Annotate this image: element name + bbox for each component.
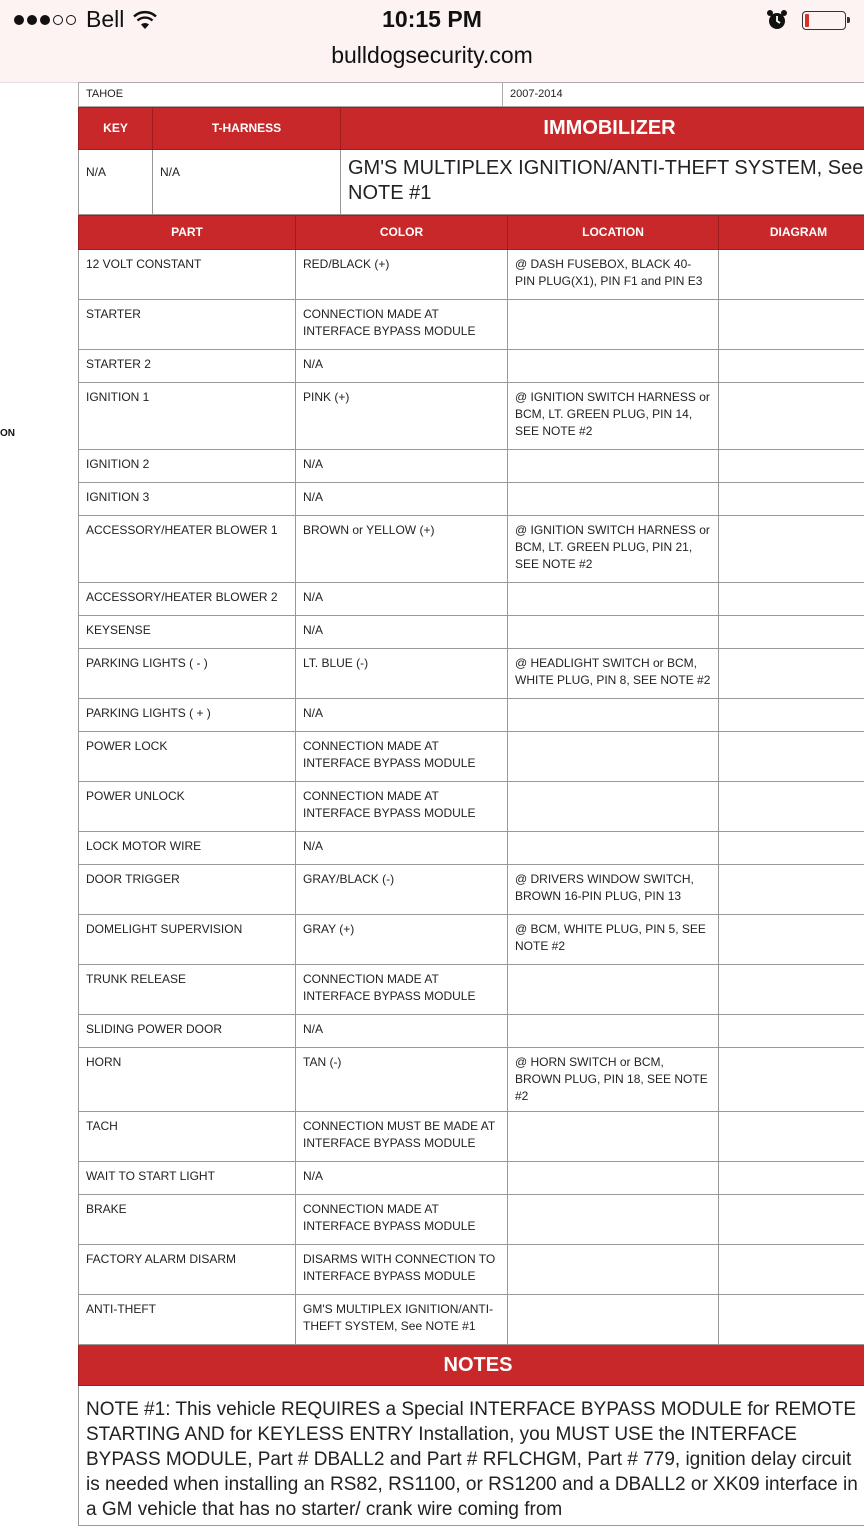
color-cell: GRAY (+) — [296, 915, 508, 965]
color-cell: BROWN or YELLOW (+) — [296, 516, 508, 583]
table-row — [79, 865, 864, 915]
color-cell: CONNECTION MADE AT INTERFACE BYPASS MODULE — [296, 782, 508, 832]
carrier-name: Bell — [86, 6, 125, 32]
wire-table — [78, 215, 864, 1345]
status-bar — [0, 0, 864, 83]
part-cell: POWER UNLOCK — [79, 782, 296, 832]
part-cell: IGNITION 2 — [79, 450, 296, 483]
diagram-cell — [719, 1295, 864, 1345]
diagram-cell — [719, 383, 864, 450]
vehicle-model: TAHOE — [79, 83, 503, 107]
notes-header: NOTES — [78, 1345, 864, 1386]
part-cell: ACCESSORY/HEATER BLOWER 2 — [79, 583, 296, 616]
status-right — [766, 9, 846, 31]
table-row — [79, 350, 864, 383]
diagram-cell — [719, 832, 864, 865]
location-cell: @ HORN SWITCH or BCM, BROWN PLUG, PIN 18, SEE NOTE #2 — [508, 1048, 719, 1112]
part-cell: LOCK MOTOR WIRE — [79, 832, 296, 865]
part-cell: ACCESSORY/HEATER BLOWER 1 — [79, 516, 296, 583]
location-cell — [508, 1245, 719, 1295]
location-cell — [508, 583, 719, 616]
table-row — [79, 832, 864, 865]
color-cell: DISARMS WITH CONNECTION TO INTERFACE BYPASS MODULE — [296, 1245, 508, 1295]
part-header: PART — [79, 216, 296, 250]
location-cell — [508, 1112, 719, 1162]
url-bar[interactable]: bulldogsecurity.com — [331, 42, 533, 68]
wire-table-body — [79, 250, 864, 1345]
diagram-cell — [719, 1195, 864, 1245]
color-cell: N/A — [296, 350, 508, 383]
location-cell: @ BCM, WHITE PLUG, PIN 5, SEE NOTE #2 — [508, 915, 719, 965]
diagram-cell — [719, 1112, 864, 1162]
table-row — [79, 300, 864, 350]
part-cell: BRAKE — [79, 1195, 296, 1245]
table-row — [79, 516, 864, 583]
table-row — [79, 583, 864, 616]
table-row — [79, 1112, 864, 1162]
table-row — [79, 732, 864, 782]
part-cell: STARTER 2 — [79, 350, 296, 383]
part-cell: STARTER — [79, 300, 296, 350]
location-cell: @ IGNITION SWITCH HARNESS or BCM, LT. GREEN PLUG, PIN 21, SEE NOTE #2 — [508, 516, 719, 583]
color-cell: TAN (-) — [296, 1048, 508, 1112]
part-cell: WAIT TO START LIGHT — [79, 1162, 296, 1195]
part-cell: FACTORY ALARM DISARM — [79, 1245, 296, 1295]
battery-icon — [802, 11, 846, 30]
immobilizer-header: IMMOBILIZER — [341, 108, 864, 150]
diagram-cell — [719, 1245, 864, 1295]
part-cell: KEYSENSE — [79, 616, 296, 649]
color-cell: N/A — [296, 583, 508, 616]
diagram-cell — [719, 1048, 864, 1112]
part-cell: IGNITION 3 — [79, 483, 296, 516]
color-cell: CONNECTION MADE AT INTERFACE BYPASS MODULE — [296, 732, 508, 782]
location-cell — [508, 350, 719, 383]
color-cell: CONNECTION MUST BE MADE AT INTERFACE BYPASS MODULE — [296, 1112, 508, 1162]
diagram-cell — [719, 865, 864, 915]
table-row — [79, 1048, 864, 1112]
location-cell — [508, 699, 719, 732]
diagram-cell — [719, 1162, 864, 1195]
color-cell: GM'S MULTIPLEX IGNITION/ANTI-THEFT SYSTEM, See NOTE #1 — [296, 1295, 508, 1345]
diagram-cell — [719, 915, 864, 965]
location-cell — [508, 1195, 719, 1245]
location-cell — [508, 965, 719, 1015]
color-cell: CONNECTION MADE AT INTERFACE BYPASS MODULE — [296, 1195, 508, 1245]
color-header: COLOR — [296, 216, 508, 250]
location-cell: @ DASH FUSEBOX, BLACK 40-PIN PLUG(X1), PIN F1 and PIN E3 — [508, 250, 719, 300]
part-cell: PARKING LIGHTS ( + ) — [79, 699, 296, 732]
part-cell: 12 VOLT CONSTANT — [79, 250, 296, 300]
diagram-cell — [719, 450, 864, 483]
part-cell: HORN — [79, 1048, 296, 1112]
location-cell: @ IGNITION SWITCH HARNESS or BCM, LT. GREEN PLUG, PIN 14, SEE NOTE #2 — [508, 383, 719, 450]
location-cell: @ DRIVERS WINDOW SWITCH, BROWN 16-PIN PLUG, PIN 13 — [508, 865, 719, 915]
part-cell: IGNITION 1 — [79, 383, 296, 450]
diagram-cell — [719, 782, 864, 832]
location-cell — [508, 450, 719, 483]
table-row — [79, 915, 864, 965]
table-row — [79, 1245, 864, 1295]
diagram-cell — [719, 583, 864, 616]
part-cell: ANTI-THEFT — [79, 1295, 296, 1345]
color-cell: N/A — [296, 1015, 508, 1048]
location-cell — [508, 483, 719, 516]
table-row — [79, 699, 864, 732]
table-row — [79, 250, 864, 300]
location-cell — [508, 832, 719, 865]
table-row — [79, 1162, 864, 1195]
immobilizer-description: GM'S MULTIPLEX IGNITION/ANTI-THEFT SYSTEM, See NOTE #1 — [341, 150, 864, 215]
part-cell: DOOR TRIGGER — [79, 865, 296, 915]
color-cell: N/A — [296, 1162, 508, 1195]
part-cell: TRUNK RELEASE — [79, 965, 296, 1015]
location-cell — [508, 616, 719, 649]
location-cell — [508, 732, 719, 782]
table-row — [79, 649, 864, 699]
color-cell: N/A — [296, 832, 508, 865]
color-cell: N/A — [296, 450, 508, 483]
color-cell: N/A — [296, 699, 508, 732]
diagram-cell — [719, 699, 864, 732]
diagram-cell — [719, 300, 864, 350]
vehicle-info-table — [78, 82, 864, 107]
location-cell — [508, 1015, 719, 1048]
clock: 10:15 PM — [382, 6, 482, 32]
table-row — [79, 1195, 864, 1245]
location-cell: @ HEADLIGHT SWITCH or BCM, WHITE PLUG, PIN 8, SEE NOTE #2 — [508, 649, 719, 699]
diagram-cell — [719, 350, 864, 383]
left-column-fragment: ON — [0, 428, 15, 439]
diagram-cell — [719, 732, 864, 782]
color-cell: CONNECTION MADE AT INTERFACE BYPASS MODULE — [296, 300, 508, 350]
color-cell: RED/BLACK (+) — [296, 250, 508, 300]
color-cell: GRAY/BLACK (-) — [296, 865, 508, 915]
tharness-header: T-HARNESS — [153, 108, 341, 150]
diagram-header: DIAGRAM — [719, 216, 864, 250]
table-row — [79, 1015, 864, 1048]
immobilizer-tharness-value: N/A — [153, 150, 341, 215]
diagram-cell — [719, 516, 864, 583]
color-cell: PINK (+) — [296, 383, 508, 450]
color-cell: N/A — [296, 616, 508, 649]
notes-text: NOTE #1: This vehicle REQUIRES a Special INTERFACE BYPASS MODULE for REMOTE STARTING AND for KEYLESS ENTRY Installation, you MUST USE the INTERFACE BYPASS MODULE, Part # DBALL2 and Part # RFLCHGM, Part # 779, ignition delay circuit is needed when installing an RS82, RS1100, or RS1200 and a DBALL2 or XK09 interface in a GM vehicle that has no starter/ crank wire coming from — [78, 1386, 864, 1526]
color-cell: CONNECTION MADE AT INTERFACE BYPASS MODULE — [296, 965, 508, 1015]
location-cell — [508, 1295, 719, 1345]
table-row — [79, 483, 864, 516]
part-cell: POWER LOCK — [79, 732, 296, 782]
part-cell: DOMELIGHT SUPERVISION — [79, 915, 296, 965]
location-cell — [508, 1162, 719, 1195]
immobilizer-table — [78, 107, 864, 215]
location-cell — [508, 300, 719, 350]
diagram-cell — [719, 649, 864, 699]
table-row — [79, 616, 864, 649]
table-row — [79, 1295, 864, 1345]
diagram-cell — [719, 250, 864, 300]
diagram-cell — [719, 616, 864, 649]
table-row — [79, 383, 864, 450]
table-row — [79, 450, 864, 483]
vehicle-wiring-sheet — [78, 82, 864, 1526]
vehicle-years: 2007-2014 — [503, 83, 864, 107]
part-cell: TACH — [79, 1112, 296, 1162]
location-cell — [508, 782, 719, 832]
immobilizer-key-value: N/A — [79, 150, 153, 215]
part-cell: PARKING LIGHTS ( - ) — [79, 649, 296, 699]
diagram-cell — [719, 1015, 864, 1048]
part-cell: SLIDING POWER DOOR — [79, 1015, 296, 1048]
location-header: LOCATION — [508, 216, 719, 250]
color-cell: N/A — [296, 483, 508, 516]
alarm-clock-icon — [766, 9, 788, 31]
table-row — [79, 965, 864, 1015]
color-cell: LT. BLUE (-) — [296, 649, 508, 699]
key-header: KEY — [79, 108, 153, 150]
diagram-cell — [719, 483, 864, 516]
table-row — [79, 782, 864, 832]
diagram-cell — [719, 965, 864, 1015]
